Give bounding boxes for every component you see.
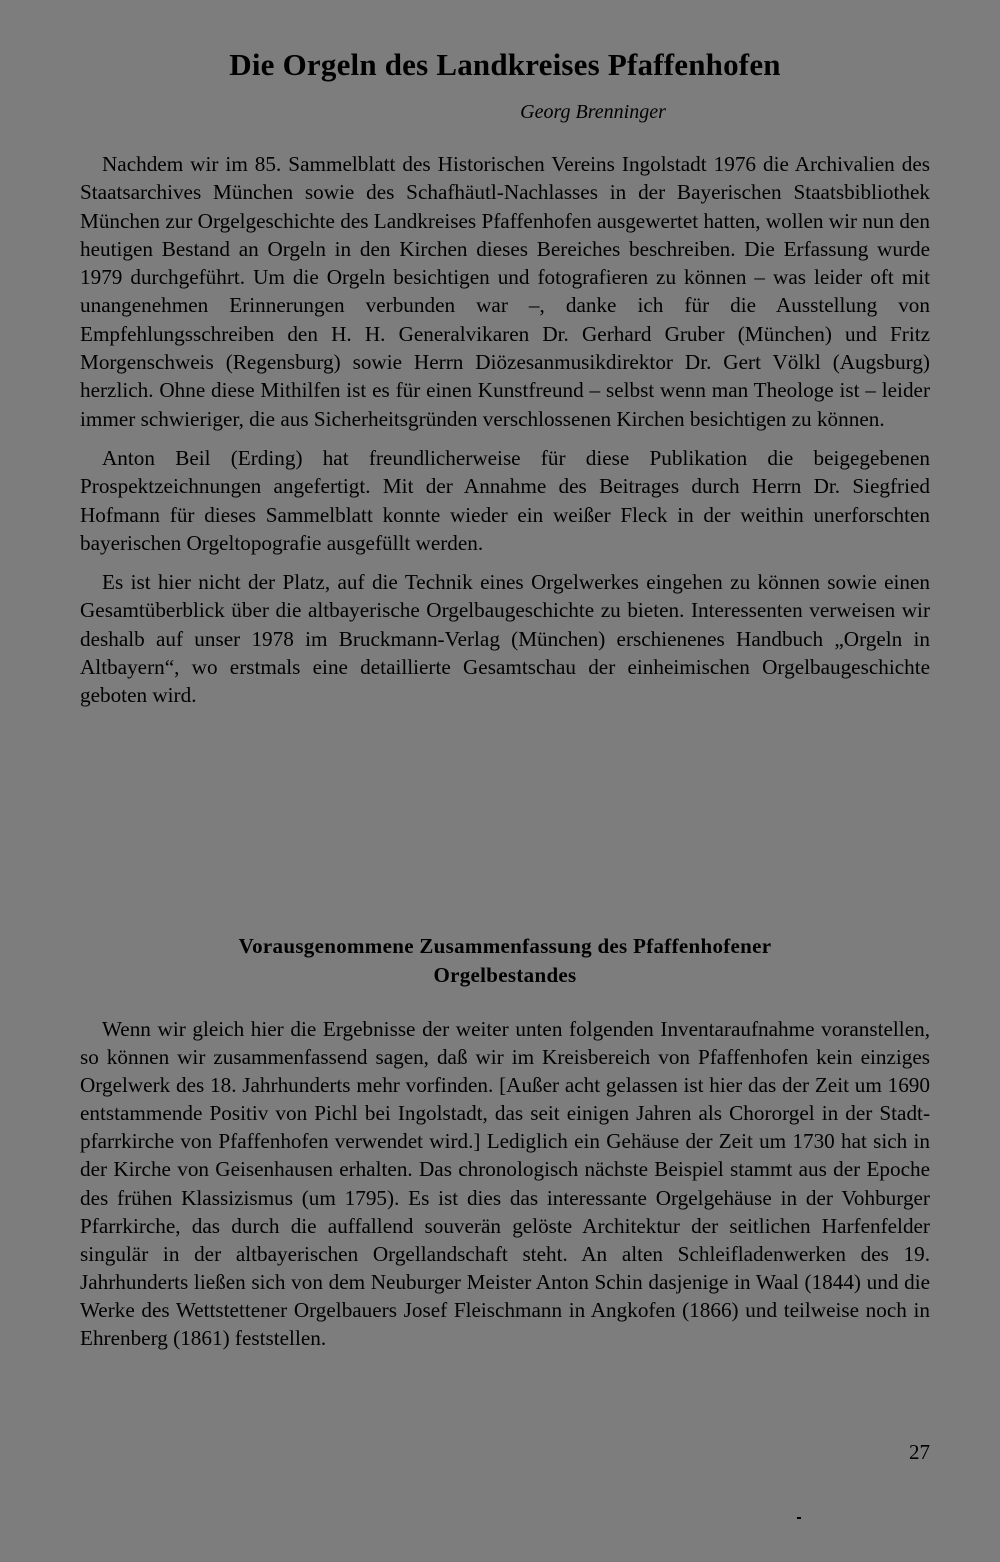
section-heading-line-2: Orgelbestandes (433, 963, 577, 987)
article-author: Georg Brenninger (520, 101, 666, 123)
summary-section (80, 1015, 930, 1363)
intro-section (80, 150, 930, 721)
page-number: 27 (909, 1440, 930, 1464)
summary-paragraph: Wenn wir gleich hier die Ergebnisse der weiter unten folgenden Inventaraufnahme voranstellen, so können wir zusammenfassend sagen, daß wir im Kreisbereich von Pfaffenhofen kein einziges Orgelwerk des 18. Jahrhunderts mehr vorfinden. [Außer acht gelassen ist hier das der Zeit um 1690 entstammende Positiv von Pichl bei Ingolstadt, das seit einigen Jahren als Chororgel in der Stadtpfarrkirche von Pfaffenhofen verwendet wird.] Lediglich ein Gehäuse der Zeit um 1730 hat sich in der Kirche von Geisenhausen erhalten. Das chronologisch nächste Beispiel stammt aus der Epoche des frühen Klassizismus (um 1795). Es ist dies das interessante Orgelgehäuse in der Vohburger Pfarrkirche, das durch die auffallend souverän gelöste Architektur der seitlichen Harfenfelder singulär in der altbayerischen Orgellandschaft steht. An alten Schleifladenwerken des 19. Jahrhunderts ließen sich von dem Neuburger Meister Anton Schin dasjenige in Waal (1844) und die Werke des Wettstettener Orgelbauers Josef Fleischmann in Angkofen (1866) und teilweise noch in Ehrenberg (1861) feststellen. (80, 1017, 930, 1351)
intro-paragraph-2: Anton Beil (Erding) hat freundlicherweise für diese Publikation die beigegebenen Prospektzeichnungen angefertigt. Mit der Annahme des Beitrages durch Herrn Dr. Siegfried Hofmann für dieses Sammelblatt konnte wieder ein weißer Fleck in der weithin unerforschten bayerischen Orgeltopografie ausgefüllt werden. (80, 445, 930, 555)
section-heading (80, 932, 930, 990)
intro-paragraph-3: Es ist hier nicht der Platz, auf die Technik eines Orgelwerkes eingehen zu können sowie einen Gesamtüberblick über die altbayerische Orgelbaugeschichte zu bieten. Interessenten verweisen wir deshalb auf unser 1978 im Bruckmann-Verlag (München) erschienenes Handbuch „Orgeln in Altbayern“, wo erstmals eine detaillierte Gesamtschau der einheimischen Orgelbaugeschichte geboten wird. (80, 570, 930, 708)
document-page (80, 0, 930, 1562)
scan-speck (797, 1517, 801, 1519)
section-heading-line-1: Vorausgenommene Zusammenfassung des Pfaffenhofener (238, 934, 772, 958)
intro-paragraph-1: Nachdem wir im 85. Sammelblatt des Historischen Vereins Ingolstadt 1976 die Archivalien des Staatsarchives München sowie des Schafhäutl-Nachlasses in der Bayerischen Staatsbibliothek München zur Orgelgeschichte des Landkreises Pfaffenhofen ausgewertet hatten, wollen wir nun den heutigen Bestand an Orgeln in den Kirchen dieses Bereiches beschreiben. Die Erfassung wurde 1979 durchgeführt. Um die Orgeln besichtigen und fotografieren zu können – was leider oft mit unangenehmen Erinnerungen verbunden war –, danke ich für die Ausstellung von Empfehlungsschreiben den H. H. Generalvikaren Dr. Gerhard Gruber (München) und Fritz Morgenschweis (Regensburg) sowie Herrn Diözesanmusikdirektor Dr. Gert Völkl (Augsburg) herzlich. Ohne diese Mithilfen ist es für einen Kunstfreund – selbst wenn man Theologe ist – leider immer schwieriger, die aus Sicherheitsgründen verschlossenen Kirchen besichtigen zu können. (80, 152, 930, 431)
article-title: Die Orgeln des Landkreises Pfaffenhofen (229, 47, 781, 82)
